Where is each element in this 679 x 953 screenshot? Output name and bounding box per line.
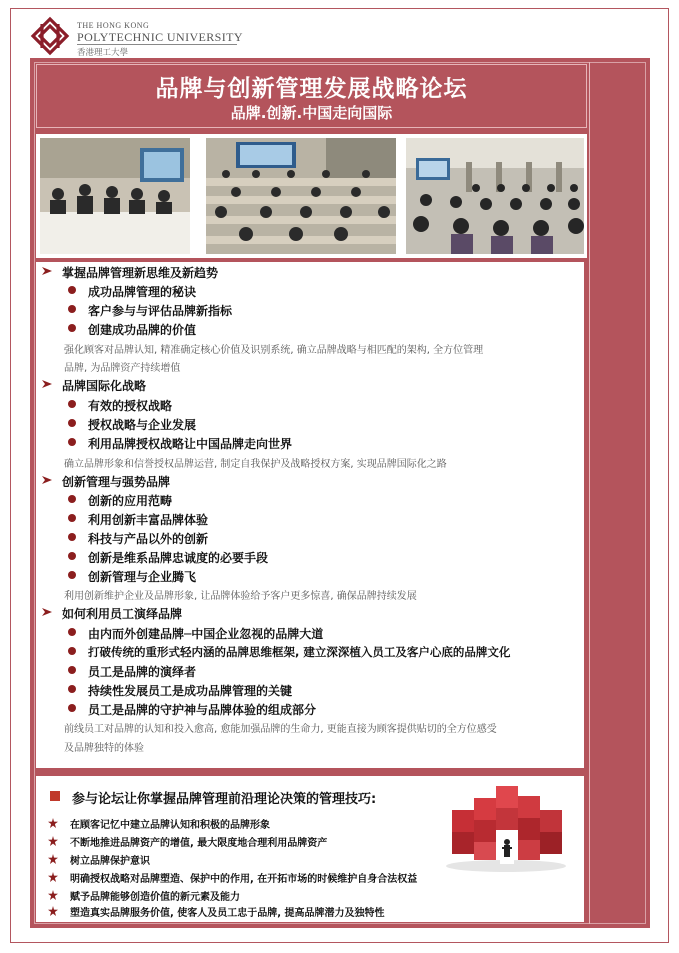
- dot-bullet-icon: [68, 286, 76, 294]
- banner-subtitle: 品牌.创新.中国走向国际: [230, 104, 393, 122]
- square-bullet-icon: [50, 791, 60, 801]
- section-heading: 掌握品牌管理新思维及新趋势: [62, 266, 219, 280]
- dot-bullet-icon: [68, 628, 76, 636]
- university-name-small: THE HONG KONG: [77, 21, 150, 30]
- star-bullet-icon: [48, 872, 58, 882]
- list-item: 授权战略与企业发展: [88, 418, 197, 432]
- list-item: 创建成功品牌的价值: [88, 323, 197, 337]
- list-item: 创新的应用范畴: [88, 494, 173, 508]
- dot-bullet-icon: [68, 571, 76, 579]
- section-heading: 创新管理与强势品牌: [62, 475, 171, 489]
- section-description: 利用创新维护企业及品牌形象, 让品牌体验给予客户更多惊喜, 确保品牌持续发展: [64, 591, 417, 602]
- list-item: 客户参与与评估品牌新指标: [88, 304, 233, 318]
- dot-bullet-icon: [68, 647, 76, 655]
- university-name: POLYTECHNIC UNIVERSITY: [77, 30, 243, 44]
- dot-bullet-icon: [68, 704, 76, 712]
- dot-bullet-icon: [68, 685, 76, 693]
- arrow-bullet-icon: [42, 475, 52, 485]
- dot-bullet-icon: [68, 305, 76, 313]
- banner-title: 品牌与创新管理发展战略论坛: [155, 76, 468, 102]
- dot-bullet-icon: [68, 552, 76, 560]
- section-description: 品牌, 为品牌资产持续增值: [64, 363, 181, 374]
- photo-classroom: [206, 138, 396, 254]
- dot-bullet-icon: [68, 666, 76, 674]
- dot-bullet-icon: [68, 400, 76, 408]
- photo-audience: [406, 138, 584, 254]
- star-bullet-icon: [48, 906, 58, 916]
- dot-bullet-icon: [68, 533, 76, 541]
- list-item: 利用创新丰富品牌体验: [88, 513, 209, 527]
- list-item: 打破传统的重形式轻内涵的品牌思维框架, 建立深深植入员工及客户心底的品牌文化: [88, 645, 511, 659]
- tips-title: 参与论坛让你掌握品牌管理前沿理论决策的管理技巧:: [72, 792, 377, 807]
- list-item: 有效的授权战略: [88, 399, 173, 413]
- tip-item: 不断地推进品牌资产的增值, 最大限度地合理利用品牌资产: [70, 838, 328, 849]
- list-item: 持续性发展员工是成功品牌管理的关键: [88, 684, 293, 698]
- tip-item: 赋予品牌能够创造价值的新元素及能力: [70, 892, 240, 903]
- polyu-logo-icon: [30, 16, 70, 60]
- star-bullet-icon: [48, 818, 58, 828]
- red-cubes-illustration-icon: [436, 780, 582, 876]
- tip-item: 塑造真实品牌服务价值, 使客人及员工忠于品牌, 提高品牌潜力及独特性: [70, 908, 385, 919]
- star-bullet-icon: [48, 890, 58, 900]
- list-item: 科技与产品以外的创新: [88, 532, 209, 546]
- dot-bullet-icon: [68, 495, 76, 503]
- dot-bullet-icon: [68, 514, 76, 522]
- list-item: 利用品牌授权战略让中国品牌走向世界: [88, 437, 293, 451]
- list-item: 员工是品牌的演绎者: [88, 665, 197, 679]
- section-description: 及品牌独特的体验: [64, 743, 144, 754]
- tip-item: 明确授权战略对品牌塑造、保护中的作用, 在开拓市场的时候维护自身合法权益: [70, 874, 418, 885]
- list-item: 成功品牌管理的秘诀: [88, 285, 197, 299]
- section-heading: 如何利用员工演绎品牌: [62, 607, 183, 621]
- photo-panel-speakers: [40, 138, 190, 254]
- right-column-divider: [589, 62, 590, 924]
- list-item: 由内而外创建品牌─中国企业忽视的品牌大道: [88, 627, 324, 641]
- section-description: 确立品牌形象和信誉授权品牌运营, 制定自我保护及战略授权方案, 实现品牌国际化之路: [64, 459, 447, 470]
- star-bullet-icon: [48, 836, 58, 846]
- arrow-bullet-icon: [42, 266, 52, 276]
- dot-bullet-icon: [68, 419, 76, 427]
- photo-strip: [36, 134, 587, 258]
- list-item: 创新管理与企业腾飞: [88, 570, 197, 584]
- section-description: 强化顾客对品牌认知, 精准确定核心价值及识别系统, 确立品牌战略与相匹配的架构, 全方位管理: [64, 345, 484, 356]
- header-rule: [77, 44, 237, 45]
- dot-bullet-icon: [68, 324, 76, 332]
- star-bullet-icon: [48, 854, 58, 864]
- list-item: 创新是维系品牌忠诚度的必要手段: [88, 551, 269, 565]
- university-name-zh: 香港理工大學: [77, 48, 129, 58]
- section-description: 前线员工对品牌的认知和投入愈高, 愈能加强品牌的生命力, 更能直接为顾客提供贴切的全方位感受: [64, 724, 497, 735]
- tip-item: 树立品牌保护意识: [70, 856, 150, 867]
- section-heading: 品牌国际化战略: [62, 379, 147, 393]
- list-item: 员工是品牌的守护神与品牌体验的组成部分: [88, 703, 317, 717]
- arrow-bullet-icon: [42, 607, 52, 617]
- dot-bullet-icon: [68, 438, 76, 446]
- tip-item: 在顾客记忆中建立品牌认知和积极的品牌形象: [70, 820, 270, 831]
- arrow-bullet-icon: [42, 379, 52, 389]
